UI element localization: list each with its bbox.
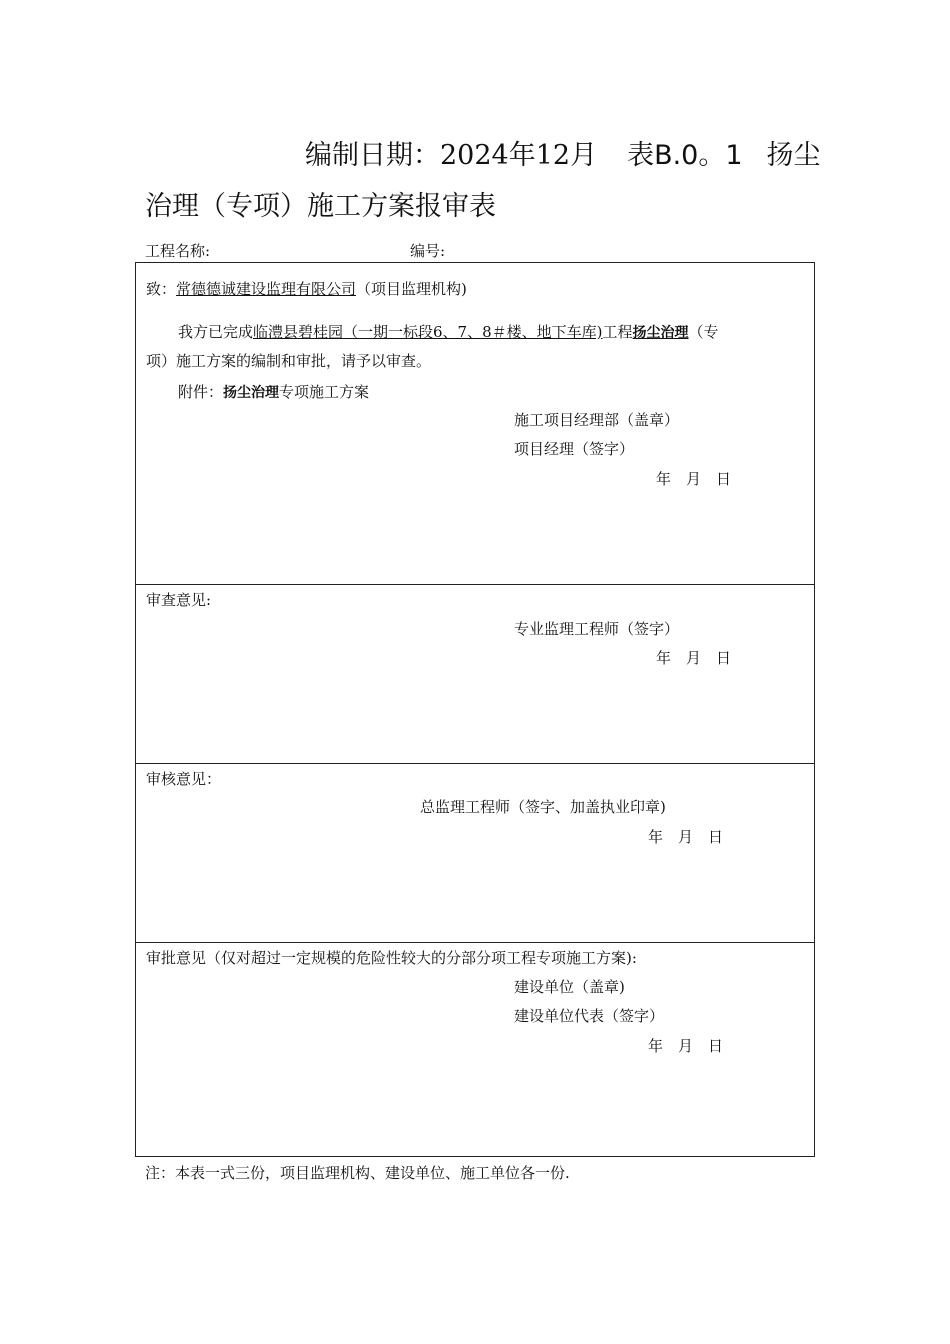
section-divider xyxy=(136,584,814,585)
number-label: 编号: xyxy=(410,242,446,260)
body-mid: 工程 xyxy=(602,323,633,341)
to-prefix: 致： xyxy=(146,280,177,298)
project-name-label: 工程名称: xyxy=(145,242,211,260)
specialist-engineer-sign: 专业监理工程师（签字） xyxy=(514,620,680,638)
body-line-2: 项）施工方案的编制和审批，请予以审查。 xyxy=(146,352,432,370)
supervisor-org: 常德德诚建设监理有限公司 xyxy=(176,280,357,298)
project-name: 临澧县碧桂园（一期一标段6、7、8＃楼、地下车库) xyxy=(253,323,603,341)
approval-opinion-label: 审批意见（仅对超过一定规模的危险性较大的分部分项工程专项施工方案): xyxy=(146,949,637,967)
to-suffix: （项目监理机构) xyxy=(356,280,467,298)
date-field: 年 月 日 xyxy=(648,828,724,846)
review-opinion-label: 审查意见: xyxy=(146,591,212,609)
form-title-line2: 治理（专项）施工方案报审表 xyxy=(145,191,496,222)
approval-form-table xyxy=(135,262,815,1157)
body-suffix: （专 xyxy=(688,323,719,341)
client-seal: 建设单位（盖章) xyxy=(514,978,625,996)
contractor-seal: 施工项目经理部（盖章） xyxy=(514,411,680,429)
footer-note: 注：本表一式三份，项目监理机构、建设单位、施工单位各一份. xyxy=(145,1164,570,1182)
addressee-line xyxy=(146,278,467,299)
client-rep-sign: 建设单位代表（签字） xyxy=(514,1007,665,1025)
attachment-line xyxy=(178,381,369,402)
audit-opinion-label: 审核意见： xyxy=(146,770,222,788)
attach-topic: 扬尘治理 xyxy=(223,385,280,401)
body-line-1 xyxy=(178,321,719,342)
attach-prefix: 附件： xyxy=(178,383,224,401)
chief-engineer-sign: 总监理工程师（签字、加盖执业印章) xyxy=(420,798,666,816)
form-title-part1: 扬尘 xyxy=(766,140,821,171)
form-number: 表B.0。1 xyxy=(627,140,743,171)
topic: 扬尘治理 xyxy=(632,325,689,341)
date-field: 年 月 日 xyxy=(656,470,732,488)
date-field: 年 月 日 xyxy=(656,649,732,667)
body-prefix: 我方已完成 xyxy=(178,323,254,341)
date-field: 年 月 日 xyxy=(648,1037,724,1055)
compile-date: 编制日期：2024年12月 xyxy=(305,140,598,171)
section-divider xyxy=(136,763,814,764)
attach-suffix: 专项施工方案 xyxy=(279,383,370,401)
section-divider xyxy=(136,942,814,943)
form-title-line1 xyxy=(305,133,821,172)
project-manager-sign: 项目经理（签字） xyxy=(514,440,635,458)
